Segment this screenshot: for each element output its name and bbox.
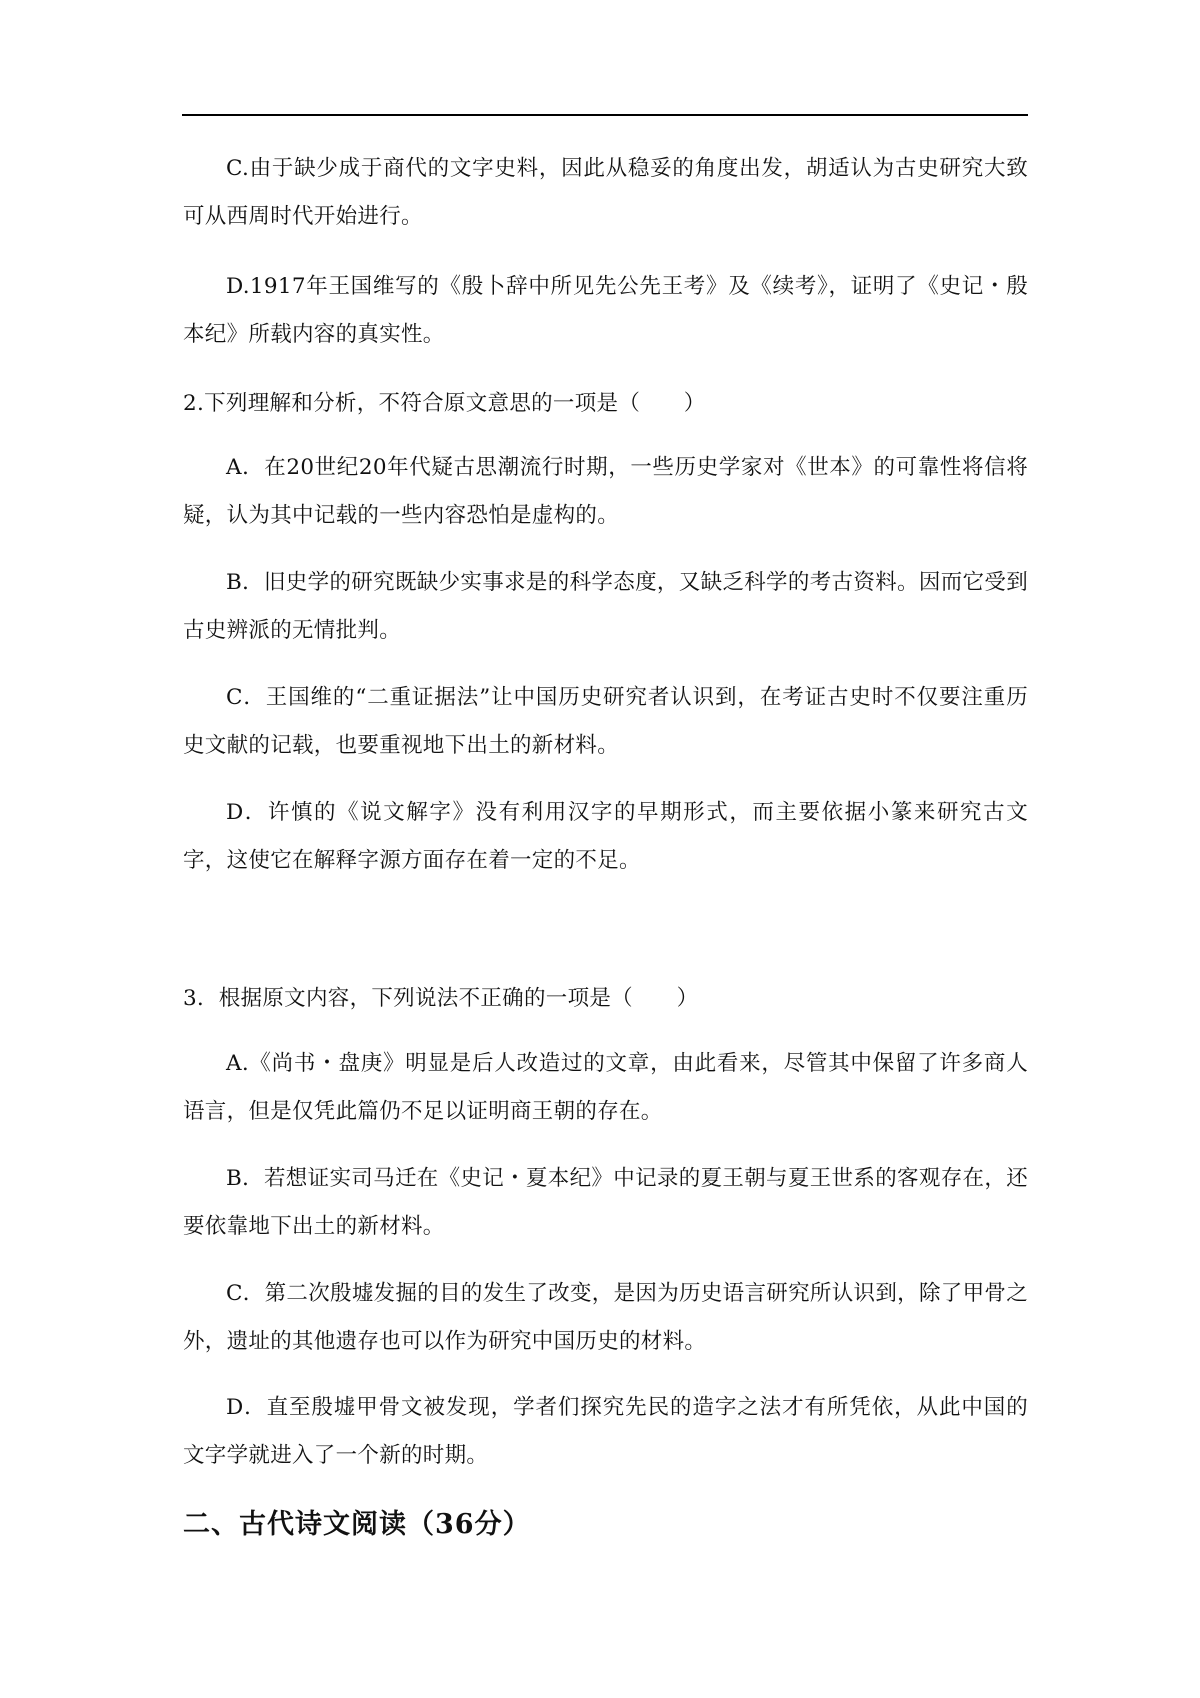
q2-stem: 2.下列理解和分析，不符合原文意思的一项是（ ） [183,391,706,416]
q3-option-a: A.《尚书・盘庚》明显是后人改造过的文章，由此看来，尽管其中保留了许多商人语言，但是仅凭此篇仍不足以证明商王朝的存在。 [183,1051,1028,1124]
q2-option-b: B．旧史学的研究既缺少实事求是的科学态度，又缺乏科学的考古资料。因而它受到古史辨派的无情批判。 [183,570,1028,643]
q3-option-b: B．若想证实司马迁在《史记・夏本纪》中记录的夏王朝与夏王世系的客观存在，还要依靠地下出土的新材料。 [183,1166,1028,1239]
section-heading: 二、古代诗文阅读（36分） [183,1509,531,1540]
q3-option-d: D．直至殷墟甲骨文被发现，学者们探究先民的造字之法才有所凭依，从此中国的文字学就进入了一个新的时期。 [183,1395,1028,1468]
header-rule [182,114,1028,116]
q1-option-c: C.由于缺少成于商代的文字史料，因此从稳妥的角度出发，胡适认为古史研究大致可从西周时代开始进行。 [183,156,1028,229]
q2-option-d: D．许慎的《说文解字》没有利用汉字的早期形式，而主要依据小篆来研究古文字，这使它在解释字源方面存在着一定的不足。 [183,800,1028,873]
q1-option-d: D.1917年王国维写的《殷卜辞中所见先公先王考》及《续考》，证明了《史记・殷本纪》所载内容的真实性。 [183,274,1028,347]
q3-option-c: C．第二次殷墟发掘的目的发生了改变，是因为历史语言研究所认识到，除了甲骨之外，遗址的其他遗存也可以作为研究中国历史的材料。 [183,1281,1028,1354]
q3-stem: 3．根据原文内容，下列说法不正确的一项是（ ） [183,986,699,1011]
q2-option-a: A．在20世纪20年代疑古思潮流行时期，一些历史学家对《世本》的可靠性将信将疑，认为其中记载的一些内容恐怕是虚构的。 [183,455,1028,528]
q2-option-c: C．王国维的“二重证据法”让中国历史研究者认识到，在考证古史时不仅要注重历史文献的记载，也要重视地下出土的新材料。 [183,685,1028,758]
